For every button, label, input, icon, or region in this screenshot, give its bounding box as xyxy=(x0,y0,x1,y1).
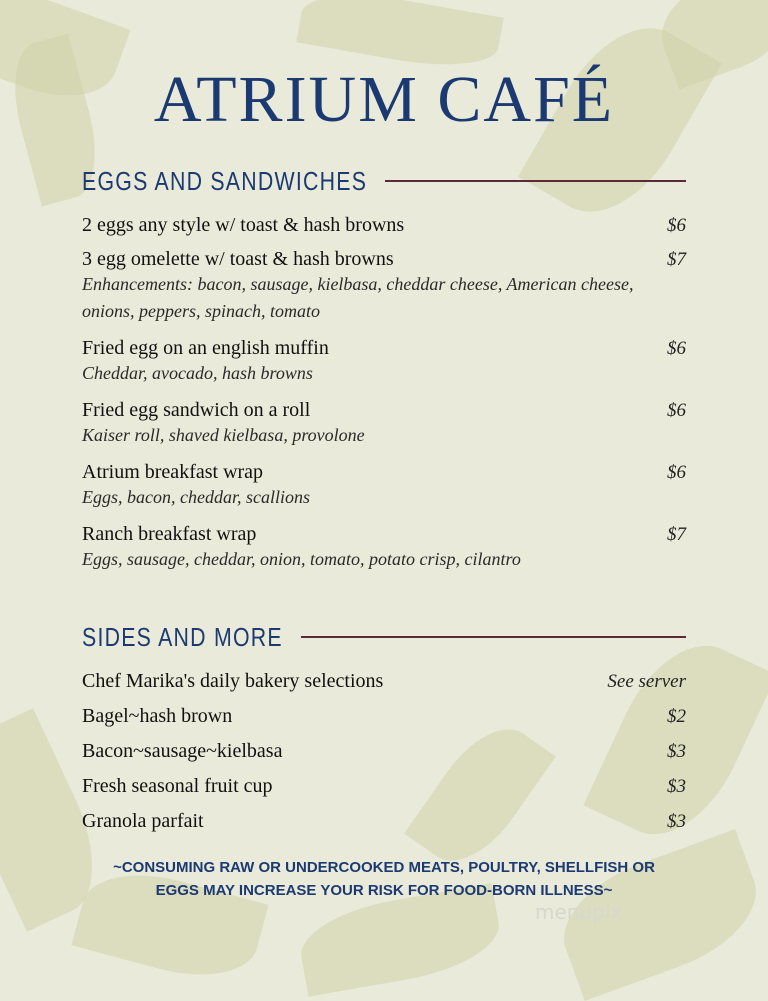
menu-item xyxy=(82,523,686,573)
menu-item xyxy=(82,810,686,833)
section-divider xyxy=(301,636,686,638)
item-price: $7 xyxy=(667,249,686,270)
menu-item xyxy=(82,399,686,449)
item-name: Atrium breakfast wrap xyxy=(82,461,264,483)
menu-item xyxy=(82,248,686,325)
section-heading xyxy=(82,620,686,654)
item-price: $7 xyxy=(667,524,686,545)
page-title: ATRIUM CAFÉ xyxy=(153,63,615,136)
watermark: menupix xyxy=(535,900,623,924)
item-price: $3 xyxy=(667,811,686,832)
item-name: Bagel~hash brown xyxy=(82,705,233,727)
menu-section xyxy=(82,164,686,573)
item-price: $6 xyxy=(667,462,686,483)
item-name: Bacon~sausage~kielbasa xyxy=(82,740,283,762)
section-title: EGGS AND SANDWICHES xyxy=(82,165,368,196)
item-name: Granola parfait xyxy=(82,810,204,832)
menu-item xyxy=(82,740,686,763)
item-price: $6 xyxy=(667,215,686,236)
menu-item xyxy=(82,337,686,387)
item-name: 3 egg omelette w/ toast & hash browns xyxy=(82,248,394,270)
section-divider xyxy=(385,180,686,182)
item-price: $3 xyxy=(667,776,686,797)
item-description: Enhancements: bacon, sausage, kielbasa, cheddar cheese, American cheese, onions, peppers, spinach, tomato xyxy=(82,274,634,321)
menu-section xyxy=(82,620,686,833)
item-price: $3 xyxy=(667,741,686,762)
section-heading xyxy=(82,164,686,198)
section-title: SIDES AND MORE xyxy=(82,621,283,652)
menu-item xyxy=(82,705,686,728)
menu-item xyxy=(82,461,686,511)
menu-item xyxy=(82,214,686,237)
item-name: Fried egg sandwich on a roll xyxy=(82,399,311,421)
item-description: Cheddar, avocado, hash browns xyxy=(82,363,313,383)
item-description: Eggs, bacon, cheddar, scallions xyxy=(82,487,310,507)
item-price: See server xyxy=(607,671,686,692)
item-price: $2 xyxy=(667,706,686,727)
item-name: Ranch breakfast wrap xyxy=(82,523,257,545)
item-price: $6 xyxy=(667,400,686,421)
food-safety-warning: ~CONSUMING RAW OR UNDERCOOKED MEATS, POULTRY, SHELLFISH OR EGGS MAY INCREASE YOUR RISK FOR FOOD-BORN ILLNESS~ xyxy=(113,859,655,899)
item-description: Kaiser roll, shaved kielbasa, provolone xyxy=(82,425,365,445)
item-name: 2 eggs any style w/ toast & hash browns xyxy=(82,214,405,236)
item-description: Eggs, sausage, cheddar, onion, tomato, potato crisp, cilantro xyxy=(82,549,521,569)
menu-item xyxy=(82,670,686,693)
menu-item xyxy=(82,775,686,798)
item-name: Fresh seasonal fruit cup xyxy=(82,775,273,797)
item-name: Fried egg on an english muffin xyxy=(82,337,329,359)
item-price: $6 xyxy=(667,338,686,359)
item-name: Chef Marika's daily bakery selections xyxy=(82,670,384,692)
